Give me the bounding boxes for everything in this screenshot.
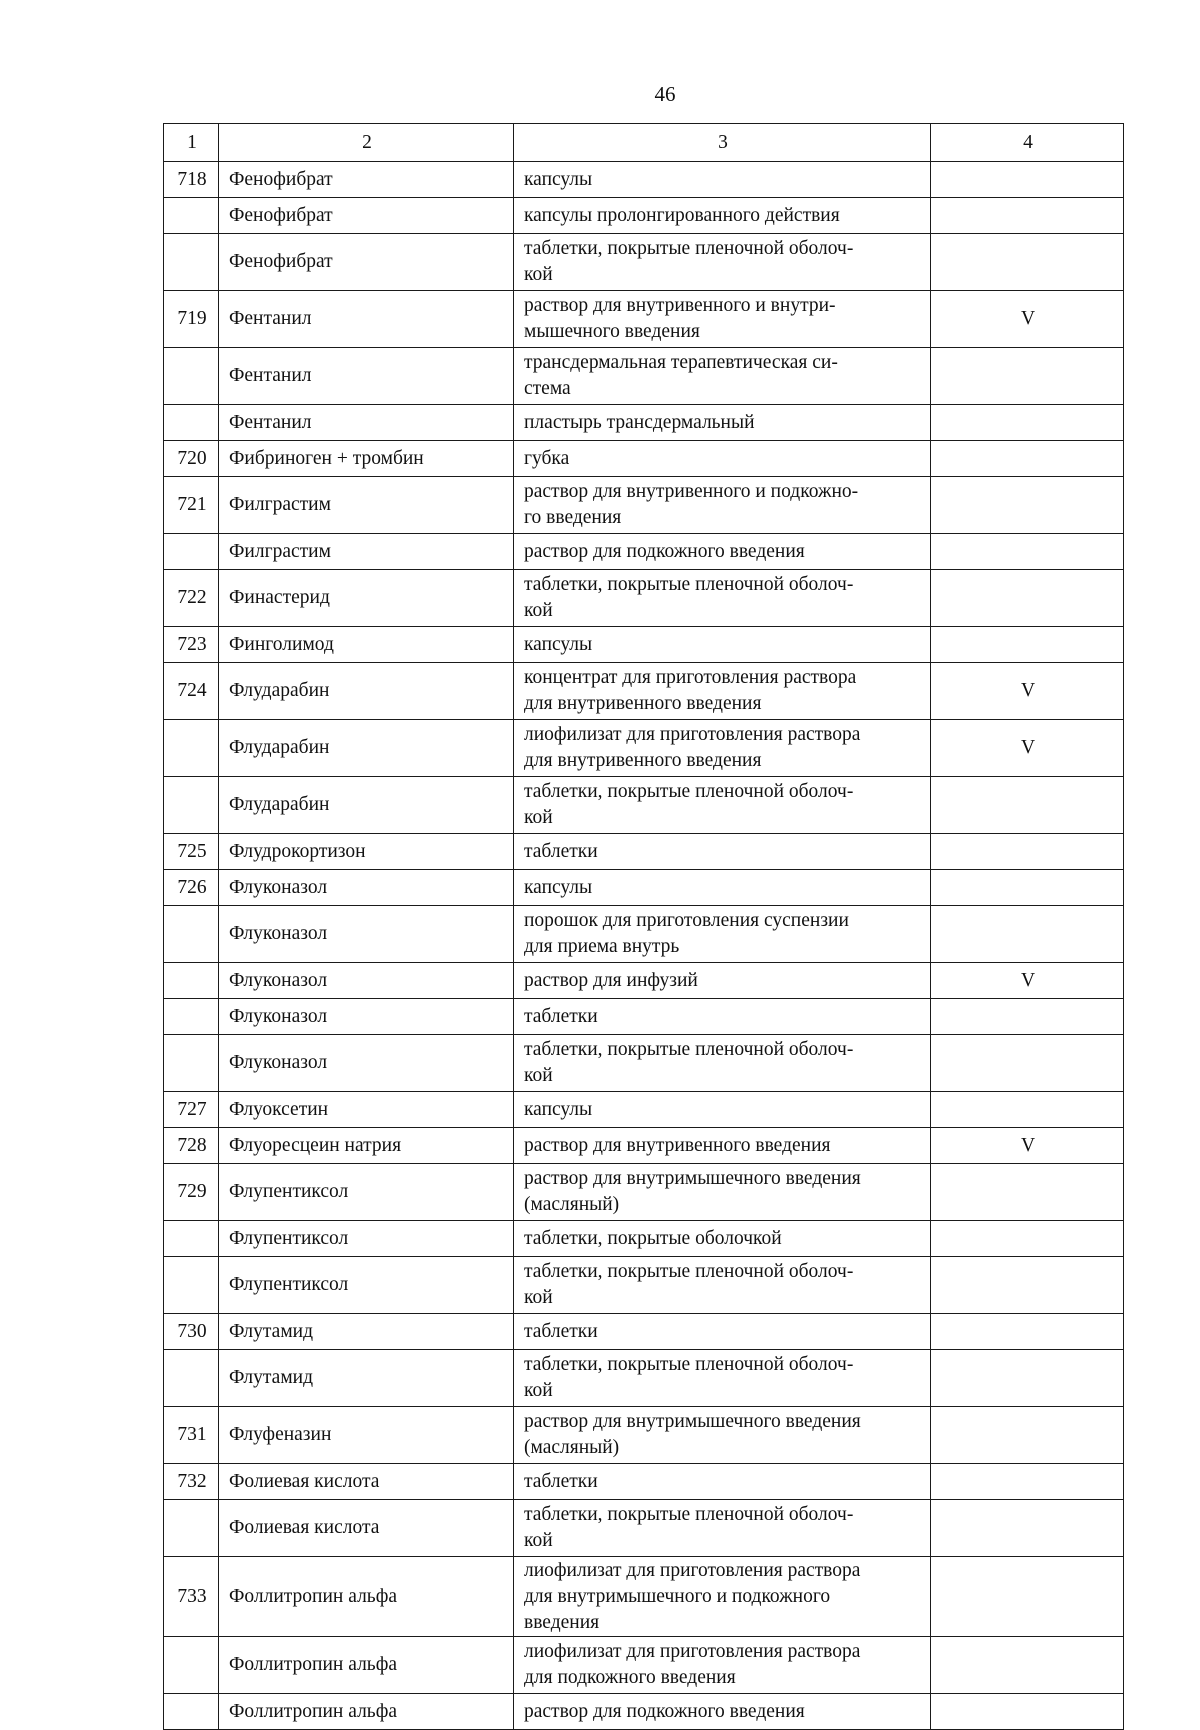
table-row: [164, 1407, 1124, 1464]
mark-cell: [931, 906, 1124, 963]
drug-name: Флударабин: [219, 777, 514, 834]
dosage-form: таблетки: [514, 834, 931, 870]
mark-cell: [931, 1464, 1124, 1500]
drug-name: Флудрокортизон: [219, 834, 514, 870]
dosage-form: трансдермальная терапевтическая си- стема: [514, 348, 931, 405]
row-number: 731: [164, 1407, 219, 1464]
drug-name: Флуконазол: [219, 963, 514, 999]
table-row: [164, 906, 1124, 963]
drug-name: Финголимод: [219, 627, 514, 663]
mark-cell: [931, 1092, 1124, 1128]
drug-name: Фентанил: [219, 291, 514, 348]
dosage-form: таблетки, покрытые пленочной оболоч- кой: [514, 1257, 931, 1314]
dosage-form: таблетки, покрытые пленочной оболоч- кой: [514, 570, 931, 627]
mark-cell: [931, 999, 1124, 1035]
row-number: [164, 1035, 219, 1092]
drug-name: Фибриноген + тромбин: [219, 441, 514, 477]
dosage-form: раствор для внутримышечного введения (масляный): [514, 1164, 931, 1221]
dosage-form: таблетки: [514, 1464, 931, 1500]
row-number: [164, 1637, 219, 1694]
row-number: 727: [164, 1092, 219, 1128]
mark-cell: [931, 348, 1124, 405]
mark-cell: [931, 1164, 1124, 1221]
table-row: [164, 198, 1124, 234]
dosage-form: раствор для инфузий: [514, 963, 931, 999]
drug-name: Фентанил: [219, 348, 514, 405]
mark-cell: [931, 1694, 1124, 1730]
table-row: [164, 1128, 1124, 1164]
dosage-form: лиофилизат для приготовления раствора для внутримышечного и подкожного введения: [514, 1557, 931, 1637]
table-row: [164, 534, 1124, 570]
row-number: [164, 1694, 219, 1730]
row-number: 718: [164, 162, 219, 198]
drug-name: Фолиевая кислота: [219, 1500, 514, 1557]
table-row: [164, 1092, 1124, 1128]
row-number: 732: [164, 1464, 219, 1500]
dosage-form: таблетки: [514, 999, 931, 1035]
row-number: [164, 405, 219, 441]
mark-cell: [931, 834, 1124, 870]
row-number: [164, 1257, 219, 1314]
drug-name: Флуконазол: [219, 870, 514, 906]
drug-table: [163, 123, 1124, 1730]
table-row: [164, 834, 1124, 870]
dosage-form: капсулы пролонгированного действия: [514, 198, 931, 234]
drug-name: Флупентиксол: [219, 1221, 514, 1257]
dosage-form: капсулы: [514, 627, 931, 663]
drug-name: Флуфеназин: [219, 1407, 514, 1464]
mark-cell: [931, 534, 1124, 570]
dosage-form: таблетки: [514, 1314, 931, 1350]
mark-cell: V: [931, 963, 1124, 999]
dosage-form: таблетки, покрытые пленочной оболоч- кой: [514, 1500, 931, 1557]
mark-cell: [931, 1221, 1124, 1257]
dosage-form: концентрат для приготовления раствора для внутривенного введения: [514, 663, 931, 720]
drug-name: Фенофибрат: [219, 162, 514, 198]
mark-cell: [931, 1314, 1124, 1350]
mark-cell: [931, 570, 1124, 627]
row-number: [164, 963, 219, 999]
row-number: [164, 234, 219, 291]
dosage-form: лиофилизат для приготовления раствора для внутривенного введения: [514, 720, 931, 777]
drug-name: Флуконазол: [219, 999, 514, 1035]
mark-cell: [931, 1500, 1124, 1557]
drug-name: Флуоресцеин натрия: [219, 1128, 514, 1164]
mark-cell: [931, 1350, 1124, 1407]
dosage-form: раствор для подкожного введения: [514, 1694, 931, 1730]
row-number: 723: [164, 627, 219, 663]
mark-cell: [931, 777, 1124, 834]
table-row: [164, 1637, 1124, 1694]
table-row: [164, 1257, 1124, 1314]
row-number: 728: [164, 1128, 219, 1164]
table-row: [164, 234, 1124, 291]
row-number: [164, 1221, 219, 1257]
drug-name: Флутамид: [219, 1314, 514, 1350]
mark-cell: [931, 198, 1124, 234]
mark-cell: [931, 627, 1124, 663]
table-row: [164, 162, 1124, 198]
page-number: 46: [654, 82, 676, 106]
column-header-1: 1: [164, 124, 219, 162]
table-row: [164, 291, 1124, 348]
drug-name: Флуоксетин: [219, 1092, 514, 1128]
table-row: [164, 999, 1124, 1035]
row-number: [164, 534, 219, 570]
table-row: [164, 570, 1124, 627]
table-body: [164, 124, 1124, 1730]
dosage-form: раствор для подкожного введения: [514, 534, 931, 570]
drug-name: Флутамид: [219, 1350, 514, 1407]
row-number: 726: [164, 870, 219, 906]
mark-cell: [931, 1557, 1124, 1637]
drug-name: Фоллитропин альфа: [219, 1637, 514, 1694]
table-row: [164, 1350, 1124, 1407]
table-row: [164, 477, 1124, 534]
mark-cell: [931, 234, 1124, 291]
drug-name: Филграстим: [219, 477, 514, 534]
mark-cell: [931, 1407, 1124, 1464]
row-number: [164, 1350, 219, 1407]
row-number: 722: [164, 570, 219, 627]
table-row: [164, 1557, 1124, 1637]
mark-cell: [931, 1257, 1124, 1314]
mark-cell: [931, 870, 1124, 906]
dosage-form: раствор для внутримышечного введения (масляный): [514, 1407, 931, 1464]
table-row: [164, 348, 1124, 405]
drug-name: Финастерид: [219, 570, 514, 627]
dosage-form: таблетки, покрытые пленочной оболоч- кой: [514, 1035, 931, 1092]
table-row: [164, 663, 1124, 720]
drug-name: Фенофибрат: [219, 198, 514, 234]
dosage-form: порошок для приготовления суспензии для приема внутрь: [514, 906, 931, 963]
table-row: [164, 1035, 1124, 1092]
drug-name: Флуконазол: [219, 1035, 514, 1092]
dosage-form: губка: [514, 441, 931, 477]
dosage-form: пластырь трансдермальный: [514, 405, 931, 441]
drug-name: Фоллитропин альфа: [219, 1557, 514, 1637]
drug-name: Фолиевая кислота: [219, 1464, 514, 1500]
drug-name: Флударабин: [219, 720, 514, 777]
drug-name: Флупентиксол: [219, 1164, 514, 1221]
dosage-form: капсулы: [514, 870, 931, 906]
table-row: [164, 870, 1124, 906]
mark-cell: [931, 1035, 1124, 1092]
row-number: 724: [164, 663, 219, 720]
row-number: [164, 348, 219, 405]
mark-cell: V: [931, 1128, 1124, 1164]
table-row: [164, 1221, 1124, 1257]
table-row: [164, 963, 1124, 999]
row-number: [164, 198, 219, 234]
row-number: [164, 777, 219, 834]
drug-name: Фоллитропин альфа: [219, 1694, 514, 1730]
dosage-form: капсулы: [514, 1092, 931, 1128]
table-row: [164, 777, 1124, 834]
dosage-form: капсулы: [514, 162, 931, 198]
column-header-4: 4: [931, 124, 1124, 162]
dosage-form: таблетки, покрытые пленочной оболоч- кой: [514, 1350, 931, 1407]
table-row: [164, 720, 1124, 777]
row-number: 729: [164, 1164, 219, 1221]
dosage-form: раствор для внутривенного введения: [514, 1128, 931, 1164]
dosage-form: лиофилизат для приготовления раствора для подкожного введения: [514, 1637, 931, 1694]
mark-cell: V: [931, 291, 1124, 348]
mark-cell: [931, 477, 1124, 534]
dosage-form: раствор для внутривенного и подкожно- го введения: [514, 477, 931, 534]
row-number: [164, 999, 219, 1035]
dosage-form: раствор для внутривенного и внутри- мышечного введения: [514, 291, 931, 348]
mark-cell: [931, 405, 1124, 441]
mark-cell: [931, 441, 1124, 477]
drug-name: Филграстим: [219, 534, 514, 570]
dosage-form: таблетки, покрытые пленочной оболоч- кой: [514, 234, 931, 291]
table-row: [164, 627, 1124, 663]
column-header-2: 2: [219, 124, 514, 162]
table-header-row: [164, 124, 1124, 162]
row-number: 719: [164, 291, 219, 348]
drug-name: Фентанил: [219, 405, 514, 441]
row-number: 733: [164, 1557, 219, 1637]
drug-name: Флупентиксол: [219, 1257, 514, 1314]
dosage-form: таблетки, покрытые оболочкой: [514, 1221, 931, 1257]
mark-cell: V: [931, 720, 1124, 777]
table-row: [164, 1464, 1124, 1500]
row-number: [164, 1500, 219, 1557]
drug-name: Флударабин: [219, 663, 514, 720]
row-number: 721: [164, 477, 219, 534]
table-row: [164, 1500, 1124, 1557]
table-row: [164, 1694, 1124, 1730]
table-row: [164, 405, 1124, 441]
row-number: [164, 906, 219, 963]
drug-name: Флуконазол: [219, 906, 514, 963]
row-number: 730: [164, 1314, 219, 1350]
mark-cell: [931, 162, 1124, 198]
row-number: 725: [164, 834, 219, 870]
table-row: [164, 1314, 1124, 1350]
column-header-3: 3: [514, 124, 931, 162]
row-number: 720: [164, 441, 219, 477]
table-row: [164, 1164, 1124, 1221]
table-row: [164, 441, 1124, 477]
drug-name: Фенофибрат: [219, 234, 514, 291]
dosage-form: таблетки, покрытые пленочной оболоч- кой: [514, 777, 931, 834]
mark-cell: [931, 1637, 1124, 1694]
row-number: [164, 720, 219, 777]
mark-cell: V: [931, 663, 1124, 720]
